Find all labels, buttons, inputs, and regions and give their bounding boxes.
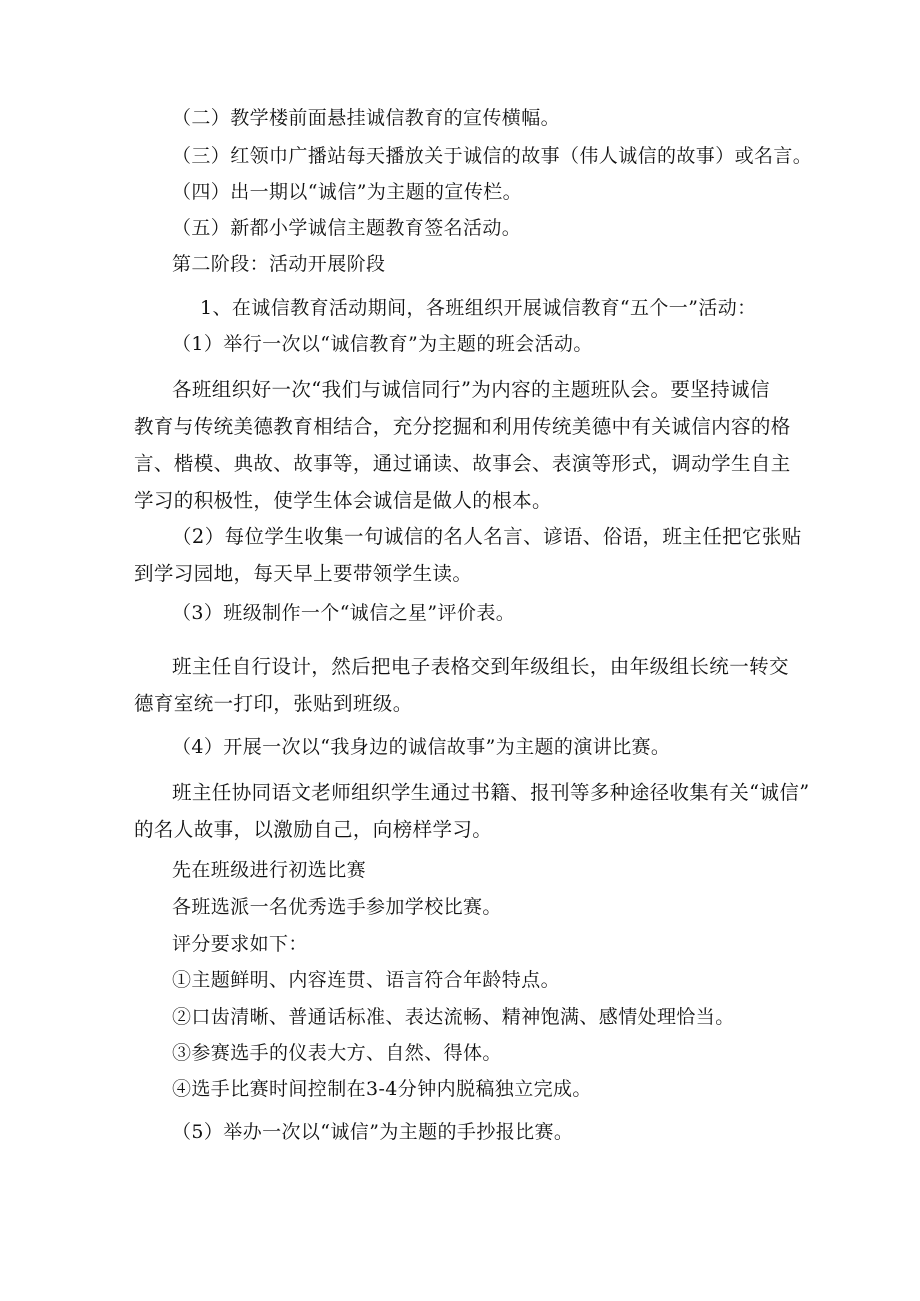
paragraph-design-line-1: 班主任自行设计，然后把电子表格交到年级组长，由年级组长统一转交: [172, 655, 789, 678]
activity-intro: 1、在诚信教育活动期间，各班组织开展诚信教育“五个一”活动：: [200, 297, 757, 319]
paragraph-class-meeting-line-3: 言、楷模、典故、故事等，通过诵读、故事会、表演等形式，调动学生自主: [134, 452, 791, 475]
list-item-broadcast: （三）红领巾广播站每天播放关于诚信的故事（伟人诚信的故事）或名言。: [172, 145, 813, 167]
activity-item-2-line-2: 到学习园地，每天早上要带领学生读。: [134, 562, 473, 585]
paragraph-class-meeting-line-2: 教育与传统美德教育相结合，充分挖掘和利用传统美德中有关诚信内容的格: [134, 415, 791, 438]
paragraph-speech-line-1: 班主任协同语文老师组织学生通过书籍、报刊等多种途径收集有关“诚信”: [172, 781, 810, 804]
scoring-item-2: ②口齿清晰、普通话标准、表达流畅、精神饱满、感情处理恰当。: [172, 1006, 735, 1028]
scoring-item-3: ③参赛选手的仪表大方、自然、得体。: [172, 1042, 502, 1064]
scoring-heading: 评分要求如下：: [172, 933, 308, 955]
preliminary-round: 先在班级进行初选比赛: [172, 859, 367, 881]
activity-item-5: （5）举办一次以“诚信”为主题的手抄报比赛。: [172, 1121, 574, 1143]
section-heading-stage-two: 第二阶段：活动开展阶段: [172, 253, 386, 275]
scoring-item-1: ①主题鲜明、内容连贯、语言符合年龄特点。: [172, 969, 561, 991]
paragraph-class-meeting-line-1: 各班组织好一次“我们与诚信同行”为内容的主题班队会。要坚持诚信: [172, 378, 770, 401]
school-round: 各班选派一名优秀选手参加学校比赛。: [172, 896, 502, 918]
scoring-item-4: ④选手比赛时间控制在3-4分钟内脱稿独立完成。: [172, 1078, 592, 1100]
paragraph-class-meeting-line-4: 学习的积极性，使学生体会诚信是做人的根本。: [134, 489, 552, 512]
list-item-signature: （五）新都小学诚信主题教育签名活动。: [172, 217, 522, 239]
activity-item-1: （1）举行一次以“诚信教育”为主题的班会活动。: [172, 333, 593, 355]
activity-item-3: （3）班级制作一个“诚信之星”评价表。: [172, 602, 516, 624]
paragraph-design-line-2: 德育室统一打印，张贴到班级。: [134, 692, 413, 715]
list-item-bulletin: （四）出一期以“诚信”为主题的宣传栏。: [172, 181, 523, 203]
activity-item-2-line-1: （2）每位学生收集一句诚信的名人名言、谚语、俗语，班主任把它张贴: [172, 525, 802, 548]
paragraph-speech-line-2: 的名人故事，以激励自己，向榜样学习。: [134, 818, 493, 841]
list-item-banner: （二）教学楼前面悬挂诚信教育的宣传横幅。: [172, 107, 561, 129]
activity-item-4: （4）开展一次以“我身边的诚信故事”为主题的演讲比赛。: [172, 736, 671, 758]
